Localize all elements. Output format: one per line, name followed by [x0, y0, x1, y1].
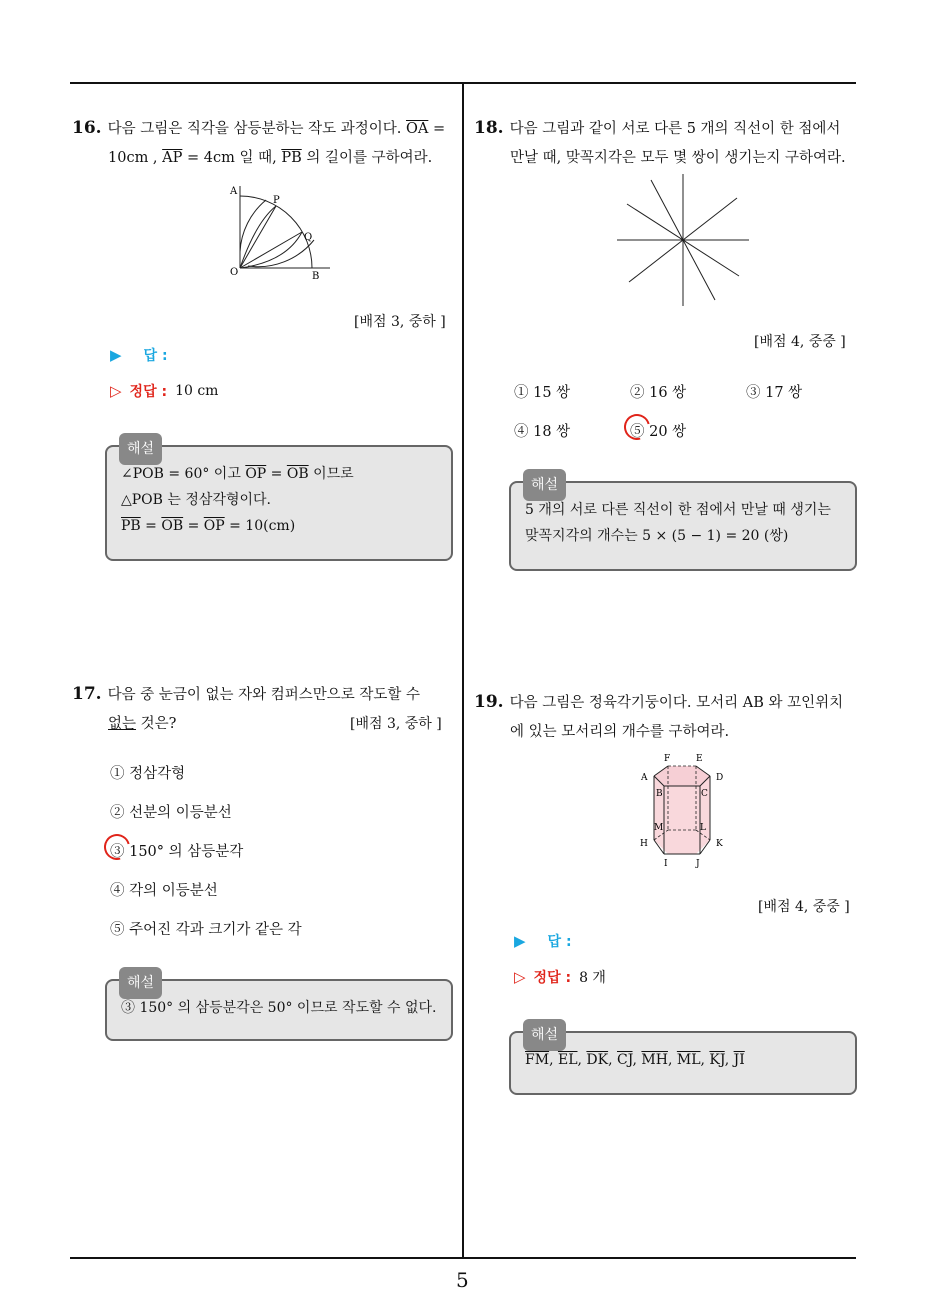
label-b: B [656, 789, 663, 799]
problem-16-line1 [72, 114, 456, 144]
answer-label: 답 : [547, 934, 572, 950]
play-triangle-icon: ▶ [514, 932, 526, 950]
correct-answer-row-16 [110, 381, 218, 401]
score-18: [배점 4, 중중 ] [754, 334, 846, 350]
explanation-line [121, 461, 437, 487]
choice-3[interactable]: ③ 150° 의 삼등분각 [110, 844, 244, 860]
segment-ob: $\overline{OB}$ [161, 518, 184, 534]
column-divider [462, 84, 464, 1258]
outline-triangle-icon: ▷ [110, 382, 122, 400]
problem-18-line1 [474, 114, 860, 144]
label-d: D [716, 773, 724, 783]
explanation-tag: 해설 [119, 967, 162, 999]
explanation-text: ∠POB = 60° 이고 [121, 466, 246, 482]
explanation-text: = [266, 466, 287, 482]
label-k: K [716, 839, 723, 849]
trisection-figure [226, 182, 336, 282]
explanation-text: 이므로 [308, 466, 354, 482]
explanation-tag: 해설 [523, 1019, 566, 1051]
correct-label: 정답 : [129, 384, 168, 400]
label-e: E [696, 754, 703, 764]
explanation-line: ③ 150° 의 삼등분각은 50° 이므로 작도할 수 없다. [121, 1000, 437, 1016]
question-text: 10cm , [108, 150, 163, 166]
problem-16-line2 [72, 144, 456, 173]
label-l: L [700, 823, 706, 833]
explanation-line: 맞꼭지각의 개수는 5 × (5 − 1) = 20 (쌍) [525, 528, 789, 544]
label-a: A [641, 773, 648, 783]
segment-ap: $\overline{AP}$ [162, 150, 183, 166]
five-lines-figure [615, 174, 751, 306]
question-text: 다음 그림은 정육각기둥이다. 모서리 AB 와 꼬인위치 [509, 695, 844, 711]
hexagonal-prism-figure [636, 750, 732, 870]
question-text: 다음 중 눈금이 없는 자와 컴퍼스만으로 작도할 수 [107, 687, 420, 703]
choice-2[interactable]: ② 선분의 이등분선 [110, 805, 232, 821]
explanation-tag: 해설 [119, 433, 162, 465]
explanation-17 [105, 975, 453, 1041]
choice-4[interactable]: ④ 각의 이등분선 [110, 883, 218, 899]
question-text: 다음 그림은 직각을 삼등분하는 작도 과정이다. [107, 121, 406, 137]
problem-number: 17. [72, 684, 102, 704]
explanation-tag: 해설 [523, 469, 566, 501]
explanation-text: = [140, 518, 162, 534]
label-i: I [664, 859, 668, 869]
problem-17-line1 [72, 680, 456, 710]
label-f: F [664, 754, 671, 764]
segment-oa: $\overline{OA}$ [405, 121, 429, 137]
choice-1[interactable]: ① 15 쌍 [514, 385, 571, 401]
choice-4[interactable]: ④ 18 쌍 [514, 424, 571, 440]
edge-mh: $\overline{MH}$ [641, 1052, 668, 1068]
label-j: J [696, 859, 700, 869]
score-17: [배점 3, 중하 ] [350, 716, 442, 732]
explanation-18 [509, 477, 857, 571]
explanation-text: = 10(cm) [224, 518, 296, 534]
explanation-line: $\overline{FM}$, $\overline{EL}$, $\overline{DK}$, $\overline{CJ}$, $\overline{MH}$, $\overline{ML}$, $\overline{KJ}$, $\overline{JI}$ [525, 1052, 745, 1068]
label-h: H [640, 839, 648, 849]
explanation-line: △POB 는 정삼각형이다. [121, 492, 271, 508]
choice-5[interactable]: ⑤ 주어진 각과 크기가 같은 각 [110, 922, 302, 938]
play-triangle-icon: ▶ [110, 346, 122, 364]
answer-label: 답 : [143, 348, 168, 364]
label-a: A [230, 186, 238, 197]
question-text: 다음 그림과 같이 서로 다른 5 개의 직선이 한 점에서 [509, 121, 841, 137]
segment-pb: $\overline{PB}$ [281, 150, 302, 166]
problem-18-line2: 만날 때, 맞꼭지각은 모두 몇 쌍이 생기는지 구하여라. [510, 150, 846, 166]
label-p: P [273, 195, 280, 206]
choice-5[interactable]: ⑤ 20 쌍 [630, 424, 687, 440]
problem-number: 16. [72, 118, 102, 138]
edge-dk: $\overline{DK}$ [586, 1052, 609, 1068]
score-16: [배점 3, 중하 ] [354, 314, 446, 330]
correct-label: 정답 : [533, 970, 572, 986]
edge-ji: $\overline{JI}$ [733, 1052, 745, 1068]
problem-19 [474, 688, 860, 747]
choice-1[interactable]: ① 정삼각형 [110, 766, 186, 782]
problem-19-line1 [474, 688, 860, 718]
problem-19-line2: 에 있는 모서리의 개수를 구하여라. [510, 724, 730, 740]
choice-3[interactable]: ③ 17 쌍 [746, 385, 803, 401]
score-19: [배점 4, 중중 ] [758, 899, 850, 915]
edge-cj: $\overline{CJ}$ [617, 1052, 633, 1068]
label-q: Q [304, 232, 313, 243]
question-text: = [428, 121, 446, 137]
correct-value: 10 cm [175, 383, 219, 399]
label-m: M [654, 823, 664, 833]
bottom-rule [70, 1257, 856, 1259]
label-b: B [312, 271, 320, 282]
answer-row-16 [110, 345, 168, 365]
choice-2[interactable]: ② 16 쌍 [630, 385, 687, 401]
explanation-line [121, 513, 437, 539]
segment-op: $\overline{OP}$ [245, 466, 267, 482]
question-text: 것은? [136, 716, 177, 732]
segment-pb: $\overline{PB}$ [121, 518, 141, 534]
edge-ml: $\overline{ML}$ [676, 1052, 701, 1068]
emphasis-text: 없는 [108, 716, 137, 732]
explanation-19 [509, 1027, 857, 1095]
problem-number: 18. [474, 118, 504, 138]
segment-ob: $\overline{OB}$ [286, 466, 309, 482]
label-o: O [230, 267, 239, 278]
segment-op: $\overline{OP}$ [203, 518, 225, 534]
edge-kj: $\overline{KJ}$ [709, 1052, 725, 1068]
problem-18 [474, 114, 860, 173]
label-c: C [701, 789, 708, 799]
page-number: 5 [456, 1268, 469, 1292]
answer-row-19 [514, 931, 572, 951]
explanation-line: 5 개의 서로 다른 직선이 한 점에서 만날 때 생기는 [525, 502, 831, 518]
outline-triangle-icon: ▷ [514, 968, 526, 986]
correct-answer-row-19 [514, 967, 606, 987]
problem-16 [72, 114, 456, 173]
correct-value: 8 개 [579, 970, 606, 986]
explanation-16 [105, 441, 453, 561]
edge-fm: $\overline{FM}$ [525, 1052, 550, 1068]
explanation-text: = [183, 518, 204, 534]
question-text: = 4cm 일 때, [182, 150, 282, 166]
question-text: 의 길이를 구하여라. [301, 150, 433, 166]
problem-number: 19. [474, 692, 504, 712]
edge-el: $\overline{EL}$ [557, 1052, 578, 1068]
